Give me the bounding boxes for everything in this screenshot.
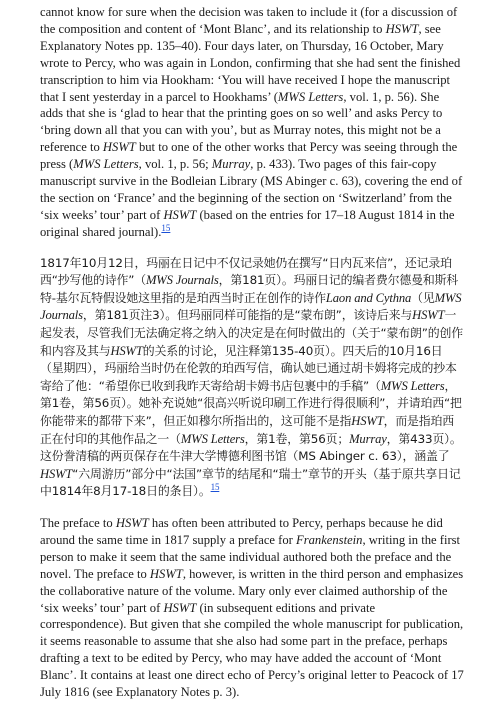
- paragraph-english-composition: [40, 4, 464, 241]
- italic-title: Murray: [349, 431, 387, 446]
- italic-title: HSWT: [163, 600, 197, 615]
- text-run: 一起发表，尽管我们无法确定将之纳入的决定是在何时做出的（关于“蒙布朗”的创作和内容及其与: [40, 308, 463, 358]
- text-run: ，第1卷，第56页；: [244, 431, 350, 446]
- paragraph-english-preface: [40, 515, 464, 701]
- text-run: , vol. 1, p. 56). She adds that she is ‘glad to hear that the printing goes on so well’ and asks Percy to ‘bring down all that you can with you’, but as Murray notes, this might not be a reference to: [40, 89, 443, 155]
- text-run: ，第1卷，第56页）。她补充说她“很高兴听说印刷工作进行得很顺利”，并请珀西“把你能带来的都带下来”，但正如穆尔所指出的，这可能不是指: [40, 378, 462, 429]
- text-run: , see Explanatory Notes pp. 135–40). Four days later, on Thursday, 16 October, Mary wrote to Percy, who was again in London, confirming that she had sent the finished transcription to him via Hookham: ‘You will have received I hope the manuscript that I sent yesterday in a parcel to Hookhams’ (: [40, 21, 461, 104]
- text-run: (in subsequent editions and private correspondence). But given that she compiled the whole manuscript for publication, it seems reasonable to assume that she also had some part in the preface, perhaps drafting a text to be edited by Percy, who may have added the account of ‘Mont Blanc’. It contains at least one direct echo of Percy’s original letter to Peacock of 17 July 1816 (see Explanatory Notes p. 3).: [40, 600, 464, 700]
- italic-title: HSWT: [163, 207, 197, 222]
- italic-title: Murray: [211, 157, 251, 172]
- italic-title: HSWT: [351, 414, 384, 429]
- paragraph-chinese-composition: [40, 255, 464, 501]
- text-run: , writing in the first person to make it seem that the same individual authored both the preface and the novel. The preface to: [40, 532, 461, 581]
- text-run: 1817年10月12日，玛丽在日记中不仅记录她仍在撰写“日内瓦来信”，还记录珀西“抄写他的诗作”（: [40, 255, 452, 288]
- italic-title: HSWT: [149, 566, 183, 581]
- text-run: , however, is written in the third person and emphasizes the collaborative nature of the volume. Mary only ever claimed authorship of the ‘six weeks’ tour’ part of: [40, 566, 464, 615]
- text-run: The preface to: [40, 516, 116, 530]
- italic-title: MWS Journals: [40, 290, 462, 323]
- text-run: ，第433页）。这份誊清稿的两页保存在牛津大学博德利图书馆（MS Abinger c. 63），涵盖了: [40, 431, 462, 464]
- text-run: , p. 433). Two pages of this fair-copy manuscript survive in the Bodleian Library (MS Abinger c. 63), covering the end of the section on ‘France’ and the beginning of the section on ‘Switzerland’ from the ‘six weeks’ tour’ part of: [40, 157, 463, 222]
- text-run: , vol. 1, p. 56;: [138, 157, 212, 172]
- text-run: （见: [411, 290, 435, 305]
- text-run: ，而是指珀西正在付印的其他作品之一（: [40, 414, 455, 446]
- italic-title: HSWT: [110, 343, 143, 358]
- italic-title: MWS Letters: [180, 431, 245, 446]
- italic-title: HSWT: [115, 516, 149, 530]
- italic-title: HSWT: [102, 140, 136, 155]
- italic-title: HSWT: [412, 308, 445, 323]
- italic-title: MWS Letters: [277, 89, 344, 104]
- italic-title: HSWT: [385, 21, 419, 36]
- italic-title: Laon and Cythna: [325, 290, 412, 305]
- text-run: “六周游历”部分中“法国”章节的结尾和“瑞士”章节的开头（基于原共享日记中1814年8月17-18日的条目）。: [40, 466, 461, 499]
- italic-title: MWS Letters: [73, 157, 139, 172]
- footnote-link-15[interactable]: 15: [161, 222, 171, 233]
- footnote-link-15[interactable]: 15: [210, 482, 220, 493]
- text-run: 的关系的讨论，见注释第135-40页）。四天后的10月16日（星期四），玛丽给当时仍在伦敦的珀西写信，确认她已通过胡卡姆将完成的抄本寄给了他：“希望你已收到我昨天寄给胡卡姆书店包裹中的手稿”（: [40, 343, 457, 393]
- italic-title: MWS Letters: [380, 378, 445, 393]
- text-run: (based on the entries for 17–18 August 1814 in the original shared journal).: [40, 207, 455, 239]
- text-run: ，第181页注3）。但玛丽同样可能指的是“蒙布朗”，该诗后来与: [82, 308, 413, 323]
- italic-title: Frankenstein: [296, 532, 363, 547]
- text-run: has often been attributed to Percy, perhaps because he did around the same time in 1817 supply a preface for: [40, 516, 443, 547]
- text-run: cannot know for sure when the decision was taken to include it (for a discussion of the composition and content of ‘Mont Blanc’, and its relationship to: [40, 5, 458, 36]
- italic-title: MWS Journals: [145, 273, 219, 288]
- text-run: ，第181页）。玛丽日记的编者费尔德曼和斯科特-基尔瓦特假设她这里指的是珀西当时正在创作的诗作: [40, 273, 459, 305]
- text-run: but to one of the other works that Percy was seeing through the press (: [40, 140, 458, 172]
- italic-title: HSWT: [40, 466, 73, 481]
